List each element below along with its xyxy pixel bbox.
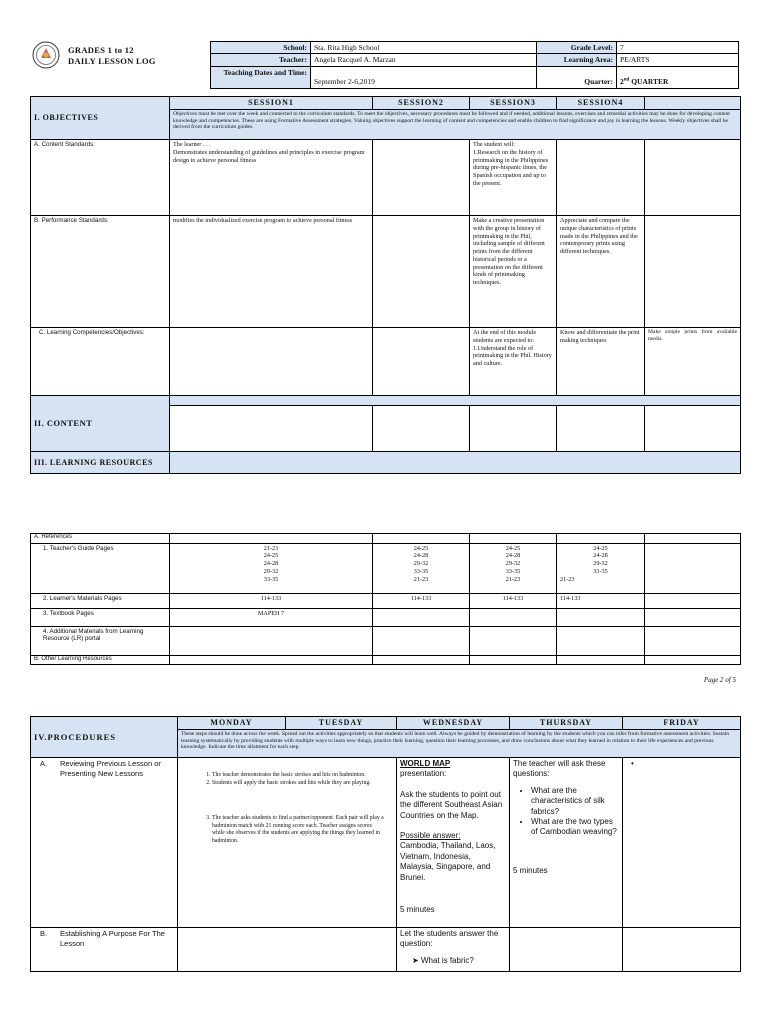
performance-standards-s1: modifies the individualized exercise program to achieve personal fitness [170, 216, 373, 328]
learners-materials-s3: 114-133 [470, 593, 557, 608]
procedures-table [30, 716, 741, 972]
learning-competencies-s5: Make simple prints from available media [645, 328, 741, 396]
session-3-header: SESSION3 [470, 97, 557, 110]
references-table [30, 533, 741, 665]
monday-item-1: 1. The teacher demonstrates the basic strokes and hits on badminton. [212, 772, 384, 780]
step-b-wednesday: Let the students answer the question: ➤ What is fabric? [397, 928, 510, 972]
day-friday: FRIDAY [623, 717, 741, 730]
session-2-header: SESSION2 [373, 97, 470, 110]
additional-materials-label: 4. Additional Materials from Learning Resource (LR) portal [31, 626, 170, 655]
textbook-pages-s1: MAPEH 7 [170, 608, 373, 626]
step-a-monday [178, 758, 397, 928]
step-a-thursday: The teacher will ask these questions: • What are the characteristics of silk fabrics? • What are the two types of Cambodian weaving? 5 minutes [510, 758, 623, 928]
step-b-label: B. Establishing A Purpose For The Lesson [31, 928, 178, 972]
teachers-guide-label: 1. Teacher's Guide Pages [31, 543, 170, 593]
teachers-guide-s2: 24-25 24-28 29-32 33-35 21-23 [373, 543, 470, 593]
learning-competencies-s3: At the end of this module students are expected to: 1.Understand the role of printmaking in the Phil. History and culture. [470, 328, 557, 396]
dates-label: Teaching Dates and Time: [211, 66, 311, 88]
objectives-table [30, 96, 741, 474]
performance-standards-s3: Make a creative presentation with the group in history of printmaking in the Phil, including sample of different prints from the different historical periods or a presentation on the different kinds of printmaking techniques. [470, 216, 557, 328]
objectives-title: I. OBJECTIVES [31, 97, 170, 140]
grade-label: Grade Level: [537, 42, 617, 54]
learning-resources-title: III. LEARNING RESOURCES [31, 452, 170, 474]
thursday-question-2: • What are the two types of Cambodian weaving? [531, 817, 619, 838]
learners-materials-s4: 114-133 [557, 593, 645, 608]
step-a-wednesday: WORLD MAP presentation: Ask the students to point out the different Southeast Asian Countries on the Map. Possible answer: Cambodia, Thailand, Laos, Vietnam, Indonesia, Malaysia, Singapore, and Brunei. 5 minutes [397, 758, 510, 928]
day-monday: MONDAY [178, 717, 286, 730]
teacher-label: Teacher: [211, 54, 311, 66]
monday-item-3: 3. The teacher asks students to find a partner/opponent. Each pair will play a badminton match with 21 running score each. Teacher assigns scores while she observes if the students are applying the things they learned in badminton. [212, 815, 384, 845]
session-4-header: SESSION4 [557, 97, 645, 110]
performance-standards-label: B. Performance Standards: [31, 216, 170, 328]
grade-value: 7 [617, 42, 739, 54]
step-a-label: A. Reviewing Previous Lesson or Presenting New Lessons [31, 758, 178, 928]
school-label: School: [211, 42, 311, 54]
world-map-instruction: Ask the students to point out the different Southeast Asian Countries on the Map. [400, 789, 503, 820]
day-wednesday: WEDNESDAY [397, 717, 510, 730]
quarter-label: Quarter: [537, 66, 617, 88]
school-value: Sta. Rita High School [311, 42, 537, 54]
teachers-guide-s4: 24-25 24-28 29-32 33-35 21-23 [557, 543, 645, 593]
teacher-value: Angela Racquel A. Marzan [311, 54, 537, 66]
deped-seal [32, 41, 60, 69]
textbook-pages-label: 3. Textbook Pages [31, 608, 170, 626]
world-map-answer: Cambodia, Thailand, Laos, Vietnam, Indonesia, Malaysia, Singapore, and Brunei. [400, 841, 496, 882]
world-map-title: WORLD MAP [400, 759, 451, 768]
fabric-question: What is fabric? [420, 955, 474, 965]
procedures-title: IV.PROCEDURES [31, 717, 178, 758]
teachers-guide-s1: 21-23 24-25 24-28 29-32 33-35 [170, 543, 373, 593]
arrow-bullet-icon: ➤ [412, 955, 419, 965]
learning-area-label: Learning Area: [537, 54, 617, 66]
learning-competencies-label: C. Learning Competencies/Objectives: [31, 328, 170, 396]
session-1-header: SESSION1 [170, 97, 373, 110]
day-thursday: THURSDAY [510, 717, 623, 730]
references-label: A. References [31, 534, 170, 544]
step-a-friday: • [623, 758, 741, 928]
dates-value: September 2-6,2019 [311, 66, 537, 88]
learning-competencies-s4: Know and differentiate the print making techniques [557, 328, 645, 396]
content-standards-label: A. Content Standards: [31, 140, 170, 216]
monday-item-2: 2. Students will apply the basic strokes and hits while they are playing. [212, 780, 384, 788]
form-subtitle: DAILY LESSON LOG [68, 56, 156, 67]
objectives-note: Objectives must be met over the week and connected to the curriculum standards. To meet the objectives, necessary procedures must be followed and if needed, additional lessons, exercises and remedial activities may be done for developing content knowledge and competencies. These are using Formative Assessment strategies. Valuing objectives support the learning of content and competencies and enable children to find significance and joy in learning the lessons. Weekly objectives shall be derived from the curriculum guides. [170, 110, 741, 140]
learners-materials-label: 2. Learner's Materials Pages [31, 593, 170, 608]
other-resources-label: B. Other Learning Resources [31, 655, 170, 665]
thursday-question-1: • What are the characteristics of silk fabrics? [531, 786, 619, 817]
learning-area-value: PE/ARTS [617, 54, 739, 66]
learners-materials-s1: 114-133 [170, 593, 373, 608]
page-number: Page 2 of 5 [703, 676, 736, 684]
header-info-table [210, 41, 739, 89]
learners-materials-s2: 114-133 [373, 593, 470, 608]
content-title: II. CONTENT [31, 396, 170, 452]
content-standards-s3: The student will: 1.Research on the history of printmaking in the Philippines during pre-hispanic times, the Spanish occupation and up to the present. [470, 140, 557, 216]
quarter-value: 2nd QUARTER [617, 66, 739, 88]
day-tuesday: TUESDAY [286, 717, 397, 730]
procedures-note: These steps should be done across the week. Spread out the activities appropriately so that students will learn well. Always be guided by demonstration of learning by the students which you can infer from formative assessment activities. Sustain learning systematically by providing students with multiple ways to learn new things, practice their learning, question their learning processes, and draw conclusions about what they learned in relation to their life experiences and previous knowledge. Indicate the time allotment for each step. [178, 730, 741, 758]
teachers-guide-s3: 24-25 24-28 29-32 33-35 21-23 [470, 543, 557, 593]
form-title: GRADES 1 to 12 [68, 45, 134, 55]
content-standards-s1: The learner . . . Demonstrates understanding of guidelines and principles in exercise program design to achieve personal fitness [170, 140, 373, 216]
performance-standards-s4: Appreciate and compare the unique characteristics of prints made in the Philippines and the contemporary prints using different techniques. [557, 216, 645, 328]
